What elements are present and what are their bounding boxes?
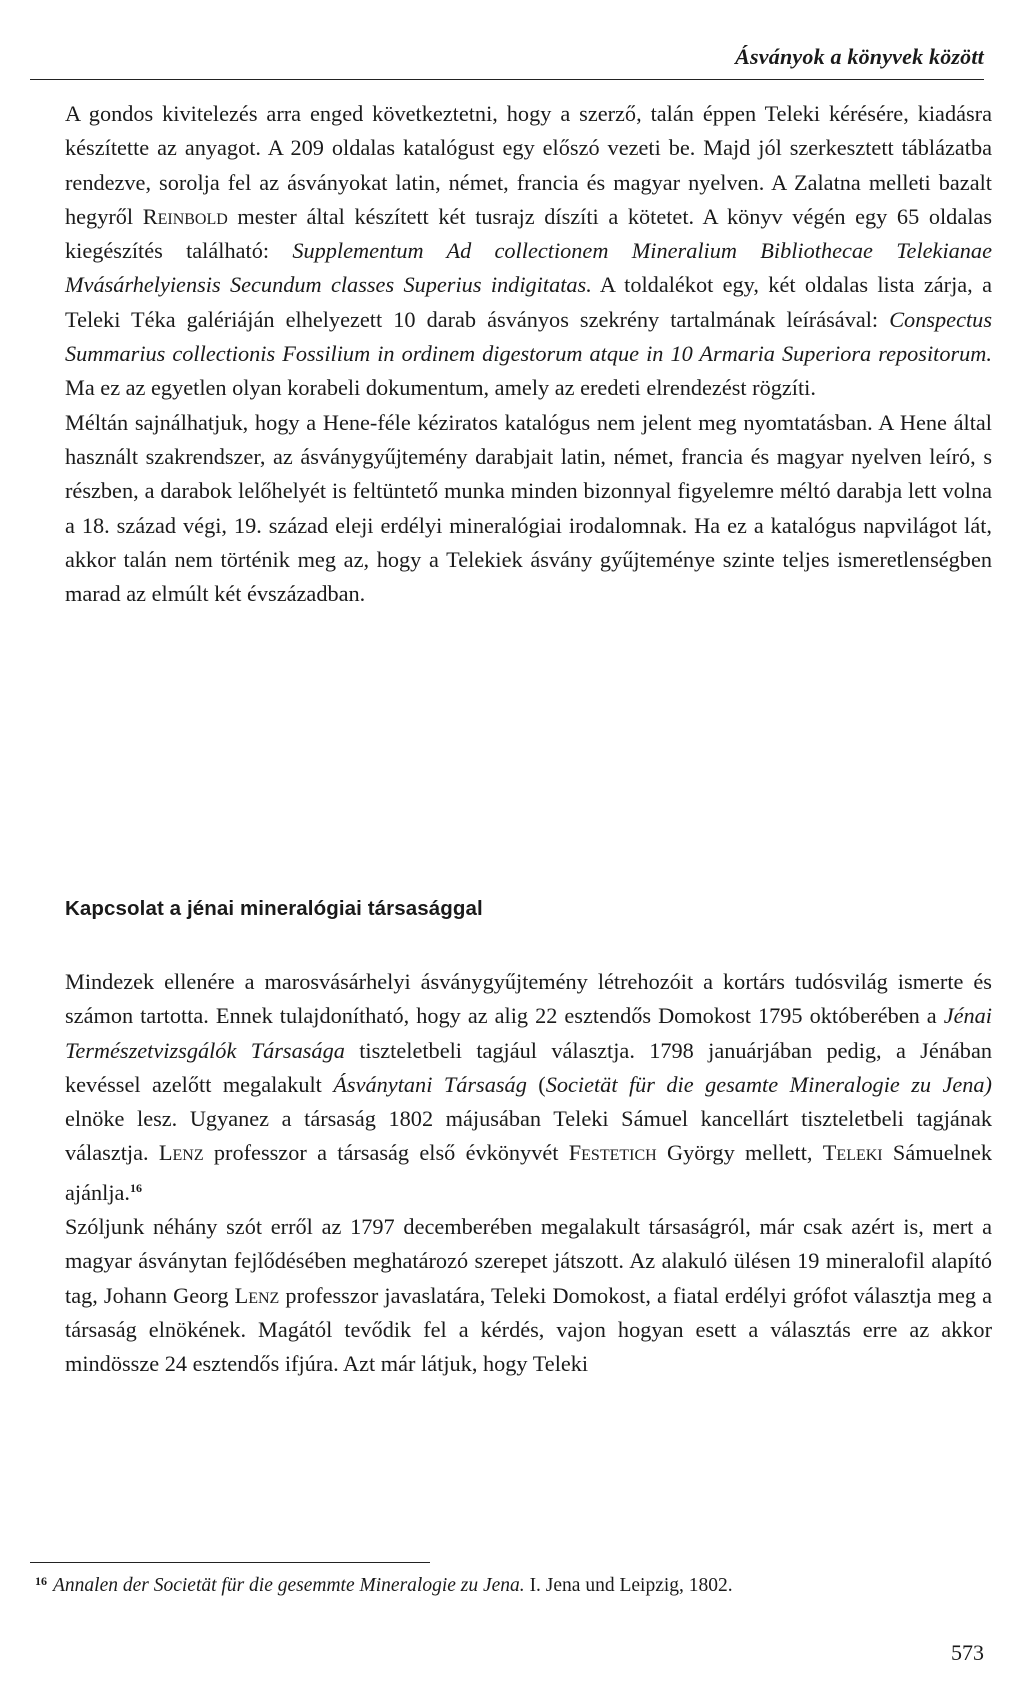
p3-text-5: professzor a társaság első évkönyvét [203,1140,569,1166]
paragraph-2: Méltán sajnálhatjuk, hogy a Hene-féle kéziratos katalógus nem jelent meg nyomtatásban. A Hene által használt szakrendszer, az ásványgyűjtemény darabjait latin, német, francia és magyar nyelven leíró, s részben, a darabok lelőhelyét is feltüntető munka minden bizonnyal figyelemre méltó darabja lett volna a 18. század végi, 19. század eleji erdélyi mineralógiai irodalomnak. Ha ez a katalógus napvilágot lát, akkor talán nem történik meg az, hogy a Telekiek ásvány gyűjteménye szinte teljes ismeretlenségben marad az elmúlt két évszázadban. [65,409,992,607]
p1-name-reinbold: Reinbold [142,203,228,229]
p3-society-name-3: Societät für die gesamte Mineralogie zu Jena) [545,1071,992,1097]
footnote-reference[interactable]: 16 [130,1180,142,1195]
p1-text-3: A toldalékot egy, két oldalas lista zárja, a Teleki Téka galériáján elhelyezett 10 darab ásványos szekrény tartalmának leírásával: [65,272,992,332]
footnote-details: I. Jena und Leipzig, 1802. [524,1575,733,1596]
footnote-title: Annalen der Societät für die gesemmte Mineralogie zu Jena. [53,1575,525,1596]
p3-text-7: Sámuelnek ajánlja. [65,1140,992,1205]
paragraph-1 [65,97,992,406]
p3-name-lenz: Lenz [158,1140,204,1166]
p3-text-6: György mellett, [656,1140,823,1166]
running-head: Ásványok a könyvek között [735,44,984,69]
body-text-upper [65,97,992,611]
section-heading: Kapcsolat a jénai mineralógiai társasággal [65,897,483,920]
page-number: 573 [951,1640,984,1665]
body-text-section [65,931,992,1382]
p4-text-1: Szóljunk néhány szót erről az 1797 decemberében megalakult társaságról, már csak azért is, mert a magyar ásványtan fejlődésében meghatározó szerepet játszott. Az alakuló ülésen 19 mineralofil alapító tag, Johann Georg [65,1214,992,1308]
p3-name-teleki: Teleki [822,1140,883,1166]
p4-name-lenz: Lenz [234,1282,280,1308]
p1-text-4: Ma ez az egyetlen olyan korabeli dokumentum, amely az eredeti elrendezést rögzíti. [65,375,816,401]
p1-latin-title-2: Conspectus Summarius collectionis Fossilium in ordinem digestorum atque in 10 Armaria Superiora repositorum. [65,306,992,367]
p3-society-name-2: Ásványtani Társaság [333,1071,527,1097]
p1-text-2: mester által készített két tusrajz díszíti a kötetet. A könyv végén egy 65 oldalas kiegészítés található: [65,203,992,264]
paragraph-3 [65,965,992,1210]
footnote-rule [30,1562,430,1563]
paragraph-4 [65,1210,992,1381]
p3-text-2: tiszteletbeli tagjául választja. 1798 januárjában pedig, a Jénában kevéssel azelőtt megalakult [65,1037,992,1097]
footnote-number: 16 [35,1574,47,1588]
p3-text-4: elnöke lesz. Ugyanez a társaság 1802 májusában Teleki Sámuel kancellárt tiszteletbeli tagjának választja. [65,1106,992,1166]
p3-text-1: Mindezek ellenére a marosvásárhelyi ásványgyűjtemény létrehozóit a kortárs tudósvilág ismerte és számon tartotta. Ennek tulajdonítható, hogy az alig 22 esztendős Domokost 1795 októberében a [65,969,992,1029]
p1-latin-title-1: Supplementum Ad collectionem Mineralium Bibliothecae Telekianae Mvásárhelyiensis Secundum classes Superius indigitatas. [65,238,992,298]
p3-society-name-1: Jénai Természetvizsgálók Társasága [65,1003,992,1063]
p4-text-2: professzor javaslatára, Teleki Domokost, a fiatal erdélyi grófot választja meg a társaság elnökének. Magától tevődik fel a kérdés, vajon hogyan esett a választás erre az akkor mindössze 24 esztendős ifjúra. Azt már látjuk, hogy Teleki [65,1282,992,1377]
header-rule [30,79,984,80]
p1-text-1: A gondos kivitelezés arra enged következtetni, hogy a szerző, talán éppen Teleki kérésére, kiadásra készítette az anyagot. A 209 oldalas katalógust egy előszó vezeti be. Majd jól szerkesztett táblázatba rendezve, sorolja fel az ásványokat latin, német, francia és magyar nyelven. A Zalatna melleti bazalt hegyről [65,101,992,229]
p3-text-3: ( [526,1071,546,1097]
p3-name-festetich: Festetich [568,1140,657,1166]
footnote [35,1574,733,1597]
